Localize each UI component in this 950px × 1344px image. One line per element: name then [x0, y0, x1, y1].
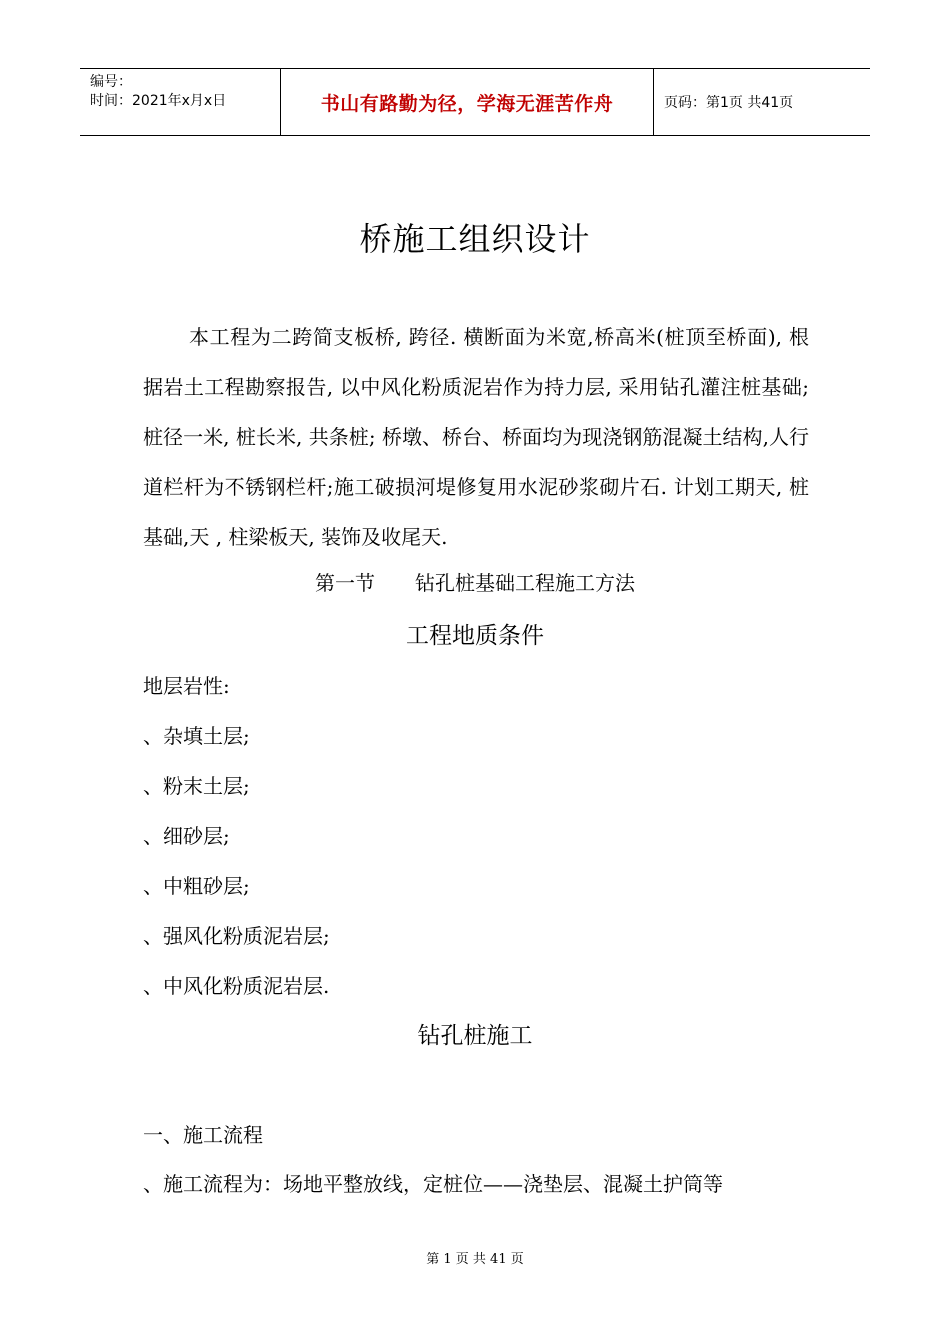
header-motto: 书山有路勤为径，学海无涯苦作舟	[320, 92, 614, 115]
document-title: 桥施工组织设计	[359, 220, 591, 258]
intro-paragraph-text: 本工程为二跨简支板桥, 跨径. 横断面为米宽,桥高米(桩顶至桥面), 根据岩土工程勘察报告, 以中风化粉质泥岩作为持力层, 采用钻孔灌注桩基础; 桩径一米, 桩长米, 共条桩; 桥墩、桥台、桥面均为现浇钢筋混凝土结构,人行道栏杆为不锈钢栏杆;施工破损河堤修复用水泥砂浆砌片石. 计划工期天, 桩基础,天 , 柱梁板天, 装饰及收尾天.	[143, 325, 809, 549]
subheading-geology: 工程地质条件	[406, 623, 544, 649]
intro-paragraph	[143, 312, 809, 562]
header-meta	[80, 69, 280, 135]
document-number-label: 编号：	[90, 74, 132, 90]
strata-item: 、中风化粉质泥岩层.	[143, 974, 330, 998]
page-footer: 第 1 页 共 41 页	[426, 1252, 524, 1267]
section-heading: 第一节 钻孔桩基础工程施工方法	[315, 571, 635, 595]
strata-item: 、粉末土层;	[143, 774, 250, 798]
process-text: 、施工流程为：场地平整放线，定桩位——浇垫层、混凝土护筒等	[143, 1172, 723, 1196]
strata-item: 、中粗砂层;	[143, 874, 250, 898]
strata-item: 、杂填土层;	[143, 724, 250, 748]
header-motto-cell	[280, 69, 654, 135]
strata-item: 、细砂层;	[143, 824, 230, 848]
process-heading: 一、施工流程	[143, 1123, 263, 1147]
subheading-piles: 钻孔桩施工	[417, 1023, 533, 1049]
header-page-info: 页码：第1页 共41页	[664, 95, 794, 111]
document-time-label: 时间：2021年x月x日	[90, 93, 227, 109]
header-table	[80, 68, 870, 136]
strata-label: 地层岩性:	[143, 674, 230, 698]
strata-item: 、强风化粉质泥岩层;	[143, 924, 330, 948]
